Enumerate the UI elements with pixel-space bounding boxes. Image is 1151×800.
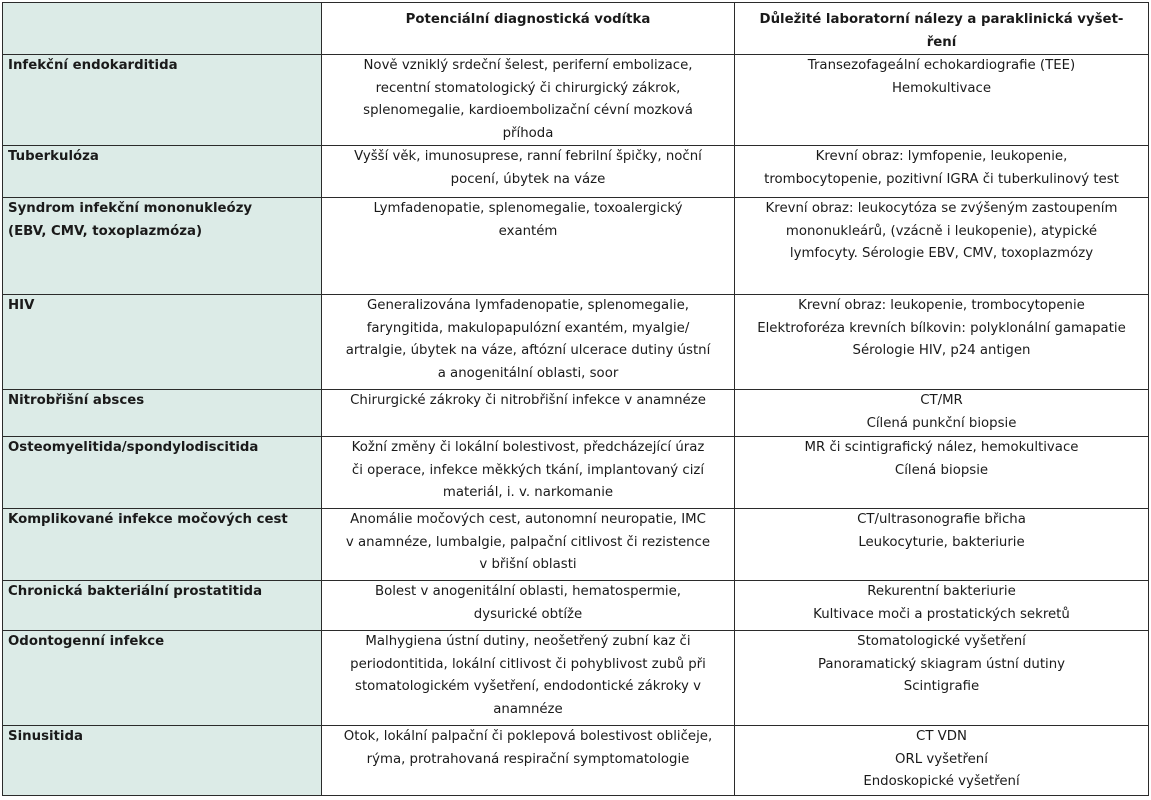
table-row [3,631,1149,726]
lab-findings: MR či scintigrafický nález, hemokultivace Cílená biopsie [735,437,1149,509]
table-row [3,295,1149,390]
condition-name: Osteomyelitida/spondylodiscitida [3,437,322,509]
table-row [3,390,1149,437]
condition-name: Infekční endokarditida [3,55,322,146]
diagnostic-clues: Chirurgické zákroky či nitrobřišní infekce v anamnéze [322,390,735,437]
table-row [3,726,1149,796]
table-row [3,437,1149,509]
diagnostic-clues: Lymfadenopatie, splenomegalie, toxoalergický exantém [322,198,735,295]
lab-findings: Transezofageální echokardiografie (TEE) Hemokultivace [735,55,1149,146]
condition-name: Komplikované infekce močových cest [3,509,322,581]
diagnostic-clues: Generalizována lymfadenopatie, splenomegalie, faryngitida, makulopapulózní exantém, myalgie/ artralgie, úbytek na váze, aftózní ulcerace dutiny ústní a anogenitální oblasti, soor [322,295,735,390]
condition-name: Nitrobřišní absces [3,390,322,437]
header-diagnostic-clues: Potenciální diagnostická vodítka [322,3,735,55]
lab-findings: CT/ultrasonografie břicha Leukocyturie, bakteriurie [735,509,1149,581]
diagnostic-table [2,2,1149,796]
condition-name: Sinusitida [3,726,322,796]
header-lab-findings: Důležité laboratorní nálezy a paraklinická vyšet- ření [735,3,1149,55]
diagnostic-clues: Malhygiena ústní dutiny, neošetřený zubní kaz či periodontitida, lokální citlivost či pohyblivost zubů při stomatologickém vyšetření, endodontické zákroky v anamnéze [322,631,735,726]
table-row [3,581,1149,631]
diagnostic-clues: Vyšší věk, imunosuprese, ranní febrilní špičky, noční pocení, úbytek na váze [322,146,735,198]
lab-findings: CT/MR Cílená punkční biopsie [735,390,1149,437]
diagnostic-clues: Kožní změny či lokální bolestivost, předcházející úraz či operace, infekce měkkých tkání, implantovaný cizí materiál, i. v. narkomanie [322,437,735,509]
condition-name: Tuberkulóza [3,146,322,198]
condition-name: Chronická bakteriální prostatitida [3,581,322,631]
lab-findings: Krevní obraz: lymfopenie, leukopenie, trombocytopenie, pozitivní IGRA či tuberkulinový test [735,146,1149,198]
diagnostic-clues: Otok, lokální palpační či poklepová bolestivost obličeje, rýma, protrahovaná respirační symptomatologie [322,726,735,796]
condition-name: Odontogenní infekce [3,631,322,726]
header-corner-cell [3,3,322,55]
diagnostic-clues: Bolest v anogenitální oblasti, hematospermie, dysurické obtíže [322,581,735,631]
table-row [3,55,1149,146]
lab-findings: Krevní obraz: leukopenie, trombocytopenie Elektroforéza krevních bílkovin: polyklonální gamapatie Sérologie HIV, p24 antigen [735,295,1149,390]
diagnostic-clues: Nově vzniklý srdeční šelest, periferní embolizace, recentní stomatologický či chirurgický zákrok, splenomegalie, kardioembolizační cévní mozková příhoda [322,55,735,146]
lab-findings: CT VDN ORL vyšetření Endoskopické vyšetření [735,726,1149,796]
condition-name: Syndrom infekční mononukleózy (EBV, CMV, toxoplazmóza) [3,198,322,295]
table-row [3,198,1149,295]
condition-name: HIV [3,295,322,390]
table-row [3,146,1149,198]
lab-findings: Rekurentní bakteriurie Kultivace moči a prostatických sekretů [735,581,1149,631]
header-row [3,3,1149,55]
lab-findings: Krevní obraz: leukocytóza se zvýšeným zastoupením mononukleárů, (vzácně i leukopenie), atypické lymfocyty. Sérologie EBV, CMV, toxoplazmózy [735,198,1149,295]
diagnostic-clues: Anomálie močových cest, autonomní neuropatie, IMC v anamnéze, lumbalgie, palpační citlivost či rezistence v břišní oblasti [322,509,735,581]
table-row [3,509,1149,581]
lab-findings: Stomatologické vyšetření Panoramatický skiagram ústní dutiny Scintigrafie [735,631,1149,726]
